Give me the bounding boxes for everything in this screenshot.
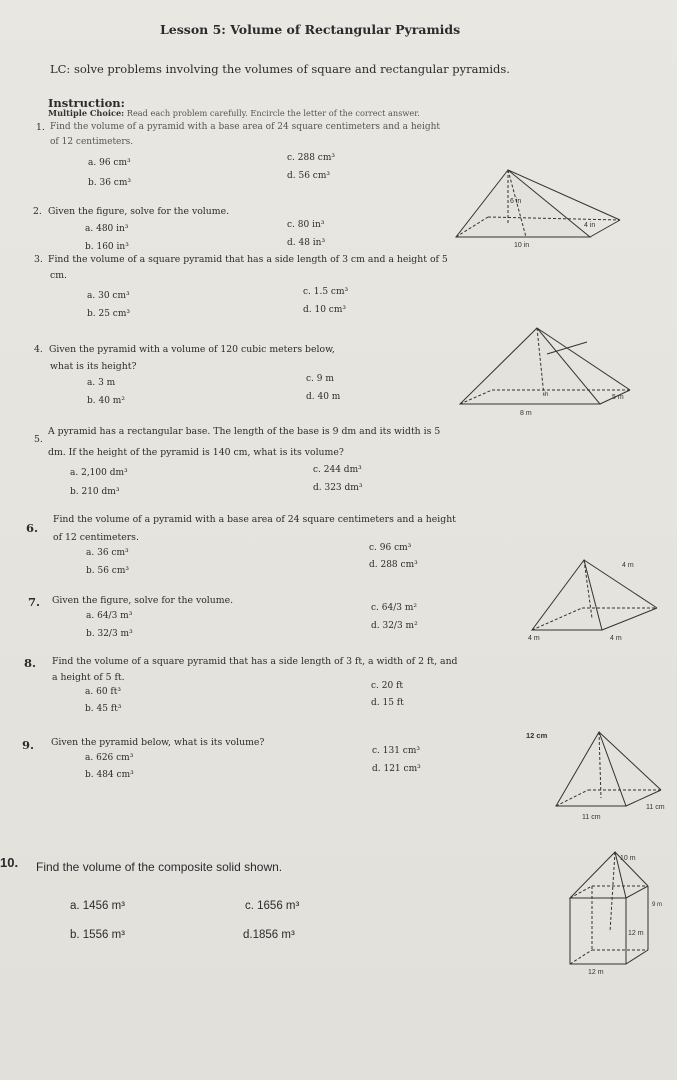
page-title: Lesson 5: Volume of Rectangular Pyramids: [160, 22, 461, 37]
q8-text-line2: a height of 5 ft.: [52, 672, 125, 683]
q2-base-label: 10 in: [514, 242, 530, 249]
q7-option-d[interactable]: d. 32/3 m²: [371, 621, 418, 631]
q2-text-line1: Given the figure, solve for the volume.: [48, 206, 230, 217]
q3-option-d[interactable]: d. 10 cm³: [303, 305, 346, 315]
q5-option-c[interactable]: c. 244 dm³: [313, 465, 362, 475]
q3-option-b[interactable]: b. 25 cm³: [87, 309, 130, 319]
q4-side-label: 5 m: [612, 394, 624, 401]
q8-text-line1: Find the volume of a square pyramid that has a side length of 3 ft, a width of 2 ft, and: [52, 656, 458, 667]
q1-option-d[interactable]: d. 56 cm³: [287, 171, 330, 181]
q2-pyramid-figure: [448, 165, 624, 255]
q2-option-d[interactable]: d. 48 in³: [287, 238, 326, 248]
q10-number: 10.: [0, 855, 19, 870]
q4-text-line2: what is its height?: [50, 361, 137, 372]
q9-option-d[interactable]: d. 121 cm³: [372, 764, 421, 774]
q3-option-a[interactable]: a. 30 cm³: [87, 291, 130, 301]
q9-option-a[interactable]: a. 626 cm³: [85, 753, 134, 763]
q4-option-b[interactable]: b. 40 m²: [87, 396, 125, 406]
q3-option-c[interactable]: c. 1.5 cm³: [303, 287, 349, 297]
q8-option-d[interactable]: d. 15 ft: [371, 698, 404, 708]
q4-pyramid-figure: [452, 324, 636, 419]
q5-option-a[interactable]: a. 2,100 dm³: [70, 468, 128, 478]
instruction-heading: Instruction:: [48, 96, 125, 110]
q6-number: 6.: [26, 521, 39, 535]
directions-label: Multiple Choice:: [48, 108, 125, 118]
q9-text-line1: Given the pyramid below, what is its volume?: [51, 737, 265, 748]
q9-pyramid-figure: [526, 726, 674, 822]
q3-number: 3.: [34, 254, 43, 265]
q4-option-c[interactable]: c. 9 m: [306, 374, 334, 384]
q4-number: 4.: [34, 344, 43, 355]
q2-number: 2.: [33, 206, 42, 217]
q10-depth-label: 12 m: [628, 930, 644, 937]
q8-option-b[interactable]: b. 45 ft³: [85, 704, 122, 714]
q9-option-b[interactable]: b. 484 cm³: [85, 770, 134, 780]
q1-option-b[interactable]: b. 36 cm³: [88, 178, 131, 188]
q9-base-side-label: 11 cm: [646, 804, 665, 811]
q10-option-d[interactable]: d.1856 m³: [243, 929, 295, 941]
q4-text-line1: Given the pyramid with a volume of 120 cubic meters below,: [49, 344, 335, 355]
q7-text-line1: Given the figure, solve for the volume.: [52, 595, 234, 606]
q1-number: 1.: [36, 122, 45, 133]
q7-option-b[interactable]: b. 32/3 m³: [86, 629, 133, 639]
q8-option-a[interactable]: a. 60 ft³: [85, 687, 121, 697]
q10-option-c[interactable]: c. 1656 m³: [245, 900, 300, 912]
q7-number: 7.: [28, 595, 41, 609]
q7-top-label: 4 m: [622, 562, 634, 569]
q2-option-c[interactable]: c. 80 in³: [287, 220, 325, 230]
q8-number: 8.: [24, 656, 37, 670]
q10-option-b[interactable]: b. 1556 m³: [70, 929, 125, 941]
q9-number: 9.: [22, 738, 35, 752]
q4-base-label: 8 m: [520, 410, 532, 417]
q1-text-line2: of 12 centimeters.: [50, 137, 134, 147]
q10-right-label: 9 m: [652, 902, 663, 908]
q5-text-line1: A pyramid has a rectangular base. The length of the base is 9 dm and its width is 5: [48, 426, 441, 437]
q10-text-line1: Find the volume of the composite solid shown.: [36, 860, 283, 874]
q4-option-a[interactable]: a. 3 m: [87, 378, 116, 388]
q6-option-b[interactable]: b. 56 cm³: [86, 566, 129, 576]
q6-option-a[interactable]: a. 36 cm³: [86, 548, 129, 558]
q6-text-line1: Find the volume of a pyramid with a base area of 24 square centimeters and a height: [53, 514, 456, 525]
q7-left-label: 4 m: [528, 635, 540, 642]
q5-option-d[interactable]: d. 323 dm³: [313, 483, 363, 493]
q8-option-c[interactable]: c. 20 ft: [371, 681, 404, 691]
q7-pyramid-figure: [522, 556, 668, 642]
learning-competency: LC: solve problems involving the volumes of square and rectangular pyramids.: [50, 62, 510, 76]
q4-option-d[interactable]: d. 40 m: [306, 392, 341, 402]
q9-base-front-label: 11 cm: [582, 814, 601, 821]
q2-slant-label: 4 in: [584, 222, 596, 229]
q5-option-b[interactable]: b. 210 dm³: [70, 487, 120, 497]
q10-composite-figure: [540, 846, 674, 976]
q1-option-a[interactable]: a. 96 cm³: [88, 158, 131, 168]
q1-option-c[interactable]: c. 288 cm³: [287, 153, 335, 163]
q7-option-c[interactable]: c. 64/3 m²: [371, 603, 417, 613]
q3-text-line1: Find the volume of a square pyramid that has a side length of 3 cm and a height of 5: [48, 254, 448, 265]
q5-text-line2: dm. If the height of the pyramid is 140 cm, what is its volume?: [48, 447, 344, 458]
q2-option-b[interactable]: b. 160 in³: [85, 242, 129, 252]
q6-option-c[interactable]: c. 96 cm³: [369, 543, 412, 553]
q10-option-a[interactable]: a. 1456 m³: [70, 900, 125, 912]
q10-top-label: 10 m: [620, 855, 636, 862]
q10-base-label: 12 m: [588, 969, 604, 976]
q7-right-label: 4 m: [610, 635, 622, 642]
q4-height-label: h: [545, 392, 549, 398]
q5-number: 5.: [34, 434, 43, 445]
q3-text-line2: cm.: [50, 270, 67, 281]
directions-text: Read each problem carefully. Encircle the letter of the correct answer.: [124, 108, 420, 118]
q6-text-line2: of 12 centimeters.: [53, 532, 139, 543]
q7-option-a[interactable]: a. 64/3 m³: [86, 611, 133, 621]
q6-option-d[interactable]: d. 288 cm³: [369, 560, 418, 570]
q9-height-label: 12 cm: [526, 731, 548, 740]
q1-text-line1: Find the volume of a pyramid with a base area of 24 square centimeters and a height: [50, 122, 441, 132]
q9-option-c[interactable]: c. 131 cm³: [372, 746, 420, 756]
q2-option-a[interactable]: a. 480 in³: [85, 224, 129, 234]
directions: [48, 108, 420, 118]
q2-height-label: 6 in: [510, 198, 522, 205]
